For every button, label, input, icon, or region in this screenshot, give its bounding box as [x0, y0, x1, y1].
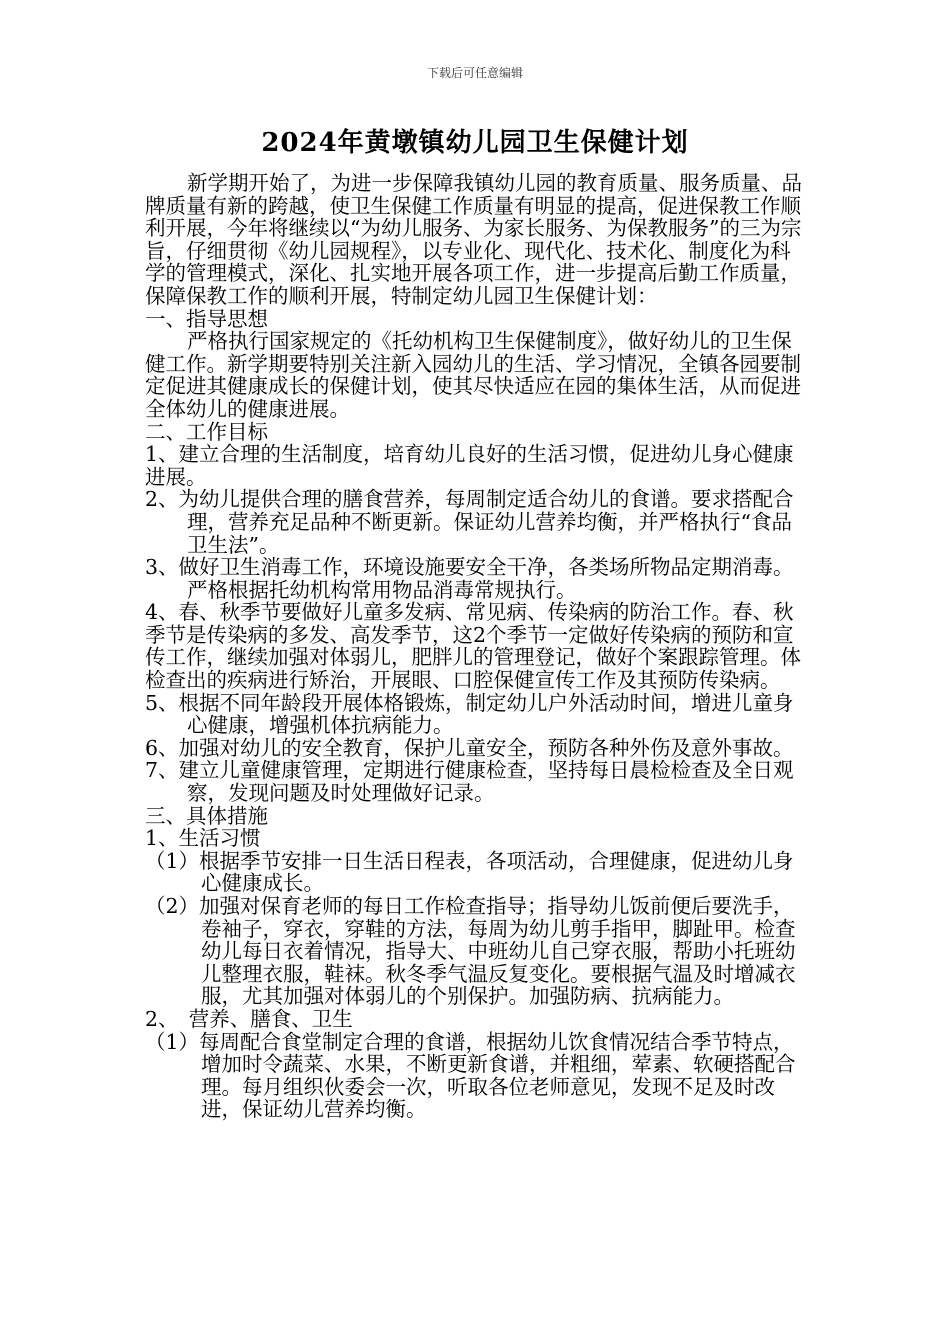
subsection-heading: 1、生活习惯	[145, 826, 261, 851]
list-item: 5、根据不同年龄段开展体格锻炼，制定幼儿户外活动时间，增进儿童身心健康，增强机体抗病能力。	[145, 690, 794, 738]
document-body	[145, 172, 810, 1121]
section-heading: 二、工作目标	[145, 419, 268, 444]
list-item: 2、为幼儿提供合理的膳食营养，每周制定适合幼儿的食谱。要求搭配合理，营养充足品种不断更新。保证幼儿营养均衡，并严格执行“食品卫生法”。	[145, 487, 794, 557]
subsection-heading: 2、 营养、膳食、卫生	[145, 1006, 353, 1031]
section-heading: 一、指导思想	[145, 306, 268, 331]
list-item: 3、做好卫生消毒工作，环境设施要安全干净，各类场所物品定期消毒。严格根据托幼机构常用物品消毒常规执行。	[145, 555, 794, 602]
page-header: 下载后可任意编辑	[426, 66, 523, 80]
list-item: （1）每周配合食堂制定合理的食谱，根据幼儿饮食情况结合季节特点，增加时令蔬菜、水果，不断更新食谱，并粗细，荤素、软硬搭配合理。每月组织伙委会一次，听取各位老师意见，发现不足及时改进，保证幼儿营养均衡。	[145, 1029, 796, 1122]
document-title: 2024年黄墩镇幼儿园卫生保健计划	[261, 128, 689, 158]
list-item: 4、春、秋季节要做好儿童多发病、常见病、传染病的防治工作。春、秋季节是传染病的多发、高发季节，这2个季节一定做好传染病的预防和宣传工作，继续加强对体弱儿，肥胖儿的管理登记，做好个案跟踪管理。体检查出的疾病进行矫治，开展眼、口腔保健宣传工作及其预防传染病。	[145, 600, 801, 693]
section-heading: 三、具体措施	[145, 803, 268, 828]
list-item: 1、建立合理的生活制度，培育幼儿良好的生活习惯，促进幼儿身心健康进展。	[145, 442, 794, 489]
body-paragraph: 严格执行国家规定的《托幼机构卫生保健制度》，做好幼儿的卫生保健工作。新学期要特别关注新入园幼儿的生活、学习情况，全镇各园要制定促进其健康成长的保健计划，使其尽快适应在园的集体生活，从而促进全体幼儿的健康进展。	[145, 329, 801, 421]
list-item: （2）加强对保育老师的每日工作检查指导；指导幼儿饭前便后要洗手，卷袖子，穿衣，穿鞋的方法，每周为幼儿剪手指甲，脚趾甲。检查幼儿每日衣着情况，指导大、中班幼儿自己穿衣服，帮助小托班幼儿整理衣服，鞋袜。秋冬季气温反复变化。要根据气温及时增减衣服，尤其加强对体弱儿的个别保护。加强防病、抗病能力。	[145, 894, 796, 1009]
list-item: 6、加强对幼儿的安全教育，保护儿童安全，预防各种外伤及意外事故。	[145, 735, 794, 760]
intro-paragraph: 新学期开始了，为进一步保障我镇幼儿园的教育质量、服务质量、品牌质量有新的跨越，使卫生保健工作质量有明显的提高，促进保教工作顺利开展，今年将继续以“为幼儿服务、为家长服务、为保教服务”的三为宗旨，仔细贯彻《幼儿园规程》，以专业化、现代化、技术化、制度化为科学的管理模式，深化、扎实地开展各项工作，进一步提高后勤工作质量，保障保教工作的顺利开展，特制定幼儿园卫生保健计划：	[145, 171, 802, 308]
list-item: （1）根据季节安排一日生活日程表，各项活动，合理健康，促进幼儿身心健康成长。	[145, 848, 794, 896]
list-item: 7、建立儿童健康管理，定期进行健康检查，坚持每日晨检检查及全日观察，发现问题及时处理做好记录。	[145, 758, 794, 806]
